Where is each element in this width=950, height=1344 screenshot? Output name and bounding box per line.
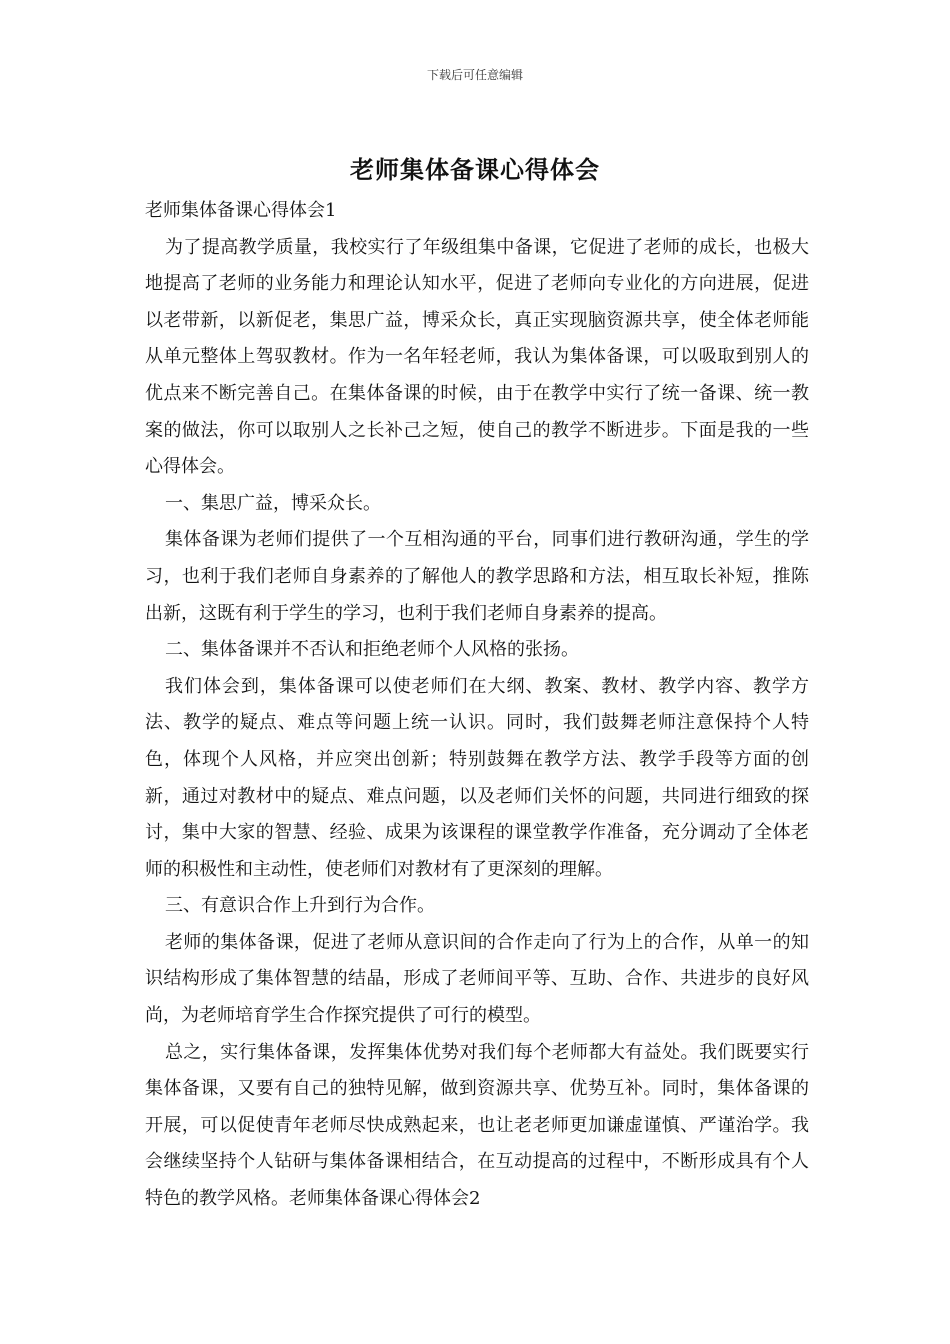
paragraph-conclusion: 总之，实行集体备课，发挥集体优势对我们每个老师都大有益处。我们既要实行集体备课，又要有自己的独特见解，做到资源共享、优势互补。同时，集体备课的开展，可以促使青年老师尽快成熟起来，也让老老师更加谦虚谨慎、严谨治学。我会继续坚持个人钻研与集体备课相结合，在互动提高的过程中，不断形成具有个人特色的教学风格。老师集体备课心得体会2 bbox=[145, 1041, 809, 1210]
section-heading-3: 三、有意识合作上升到行为合作。 bbox=[165, 895, 435, 917]
header-note: 下载后可任意编辑 bbox=[426, 68, 523, 82]
document-title: 老师集体备课心得体会 bbox=[350, 155, 600, 184]
paragraph-intro: 为了提高教学质量，我校实行了年级组集中备课，它促进了老师的成长，也极大地提高了老师的业务能力和理论认知水平，促进了老师向专业化的方向进展，促进以老带新，以新促老，集思广益，博采众长，真正实现脑资源共享，使全体老师能从单元整体上驾驭教材。作为一名年轻老师，我认为集体备课，可以吸取到别人的优点来不断完善自己。在集体备课的时候，由于在教学中实行了统一备课、统一教案的做法，你可以取别人之长补己之短，使自己的教学不断进步。下面是我的一些心得体会。 bbox=[145, 236, 809, 478]
paragraph-section-2: 我们体会到，集体备课可以使老师们在大纲、教案、教材、教学内容、教学方法、教学的疑点、难点等问题上统一认识。同时，我们鼓舞老师注意保持个人特色，体现个人风格，并应突出创新；特别鼓舞在教学方法、教学手段等方面的创新，通过对教材中的疑点、难点问题，以及老师们关怀的问题，共同进行细致的探讨，集中大家的智慧、经验、成果为该课程的课堂教学作准备，充分调动了全体老师的积极性和主动性，使老师们对教材有了更深刻的理解。 bbox=[145, 675, 809, 880]
document-body bbox=[145, 193, 809, 1218]
paragraph-section-1: 集体备课为老师们提供了一个互相沟通的平台，同事们进行教研沟通，学生的学习，也利于我们老师自身素养的了解他人的教学思路和方法，相互取长补短，推陈出新，这既有利于学生的学习，也利于我们老师自身素养的提高。 bbox=[145, 529, 809, 624]
paragraph-section-3: 老师的集体备课，促进了老师从意识间的合作走向了行为上的合作，从单一的知识结构形成了集体智慧的结晶，形成了老师间平等、互助、合作、共进步的良好风尚，为老师培育学生合作探究提供了可行的模型。 bbox=[145, 931, 809, 1027]
section-heading-2: 二、集体备课并不否认和拒绝老师个人风格的张扬。 bbox=[165, 639, 579, 661]
document-subtitle: 老师集体备课心得体会1 bbox=[145, 200, 337, 221]
section-heading-1: 一、集思广益，博采众长。 bbox=[165, 492, 381, 514]
